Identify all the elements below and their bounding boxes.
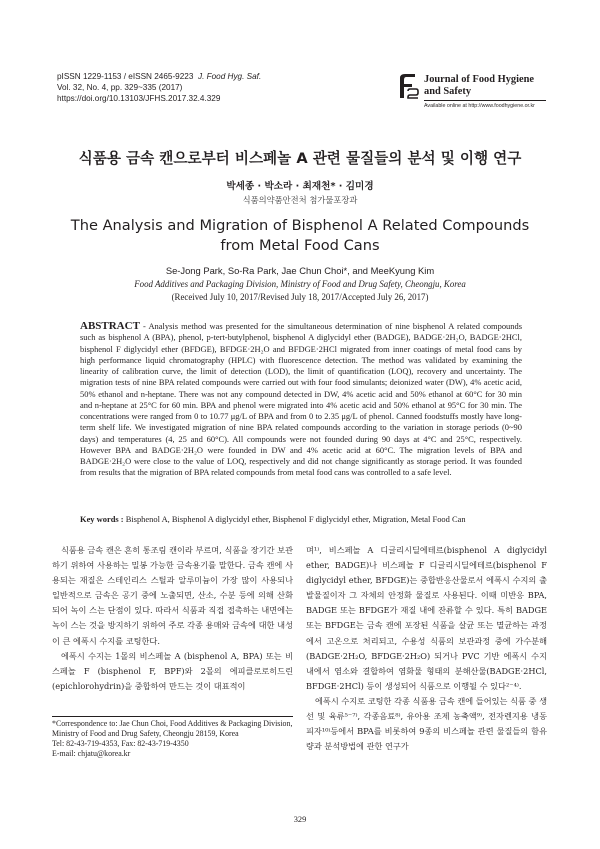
journal-header <box>57 71 261 105</box>
footnote-divider <box>52 716 293 717</box>
footnote-phone: Tel: 82-43-719-4353, Fax: 82-43-719-4350 <box>52 738 189 748</box>
english-title: The Analysis and Migration of Bisphenol A Related Compounds from Metal Food Cans <box>70 217 530 254</box>
keywords <box>80 514 522 525</box>
abstract-text: - Analysis method was presented for the simultaneous determination of nine bisphenol A related compounds such as bisphenol A (BPA), phenol, p-tert-butylphenol, bisphenol A diglycidyl ether (BADGE), BADGE·2H₂O, BADGE·2HCl, bisphenol F diglycidyl ether (BFDGE), BFDGE·2H₂O and BFDGE·2HCl migrated from inner coatings of metal food cans by high performance liquid chromatography (HPLC) with fluorescence detection. The method was validated by examining the linearity of calibration curve, the limit of detection (LOD), the limit of quantification (LOQ), recovery and uncertainty. The migration tests of nine BPA related compounds were carried out with four food simulants; deionized water (DW), 4% acetic acid, 50% ethanol and n-heptane. There was not any compound detected in DW, 4% acetic acid and 50% ethanol at 60°C for 30 min and n-heptane at 25°C for 60 min. BPA and phenol were migrated into 4% acetic acid and 50% ethanol at 95°C for 30 min. The concentrations were ranged from 0 to 10.77 μg/L of BPA and from 0 to 2.35 μg/L of phenol. Canned foodstuffs mostly have long-term shelf life. We investigated migration of nine BPA related compounds according to the variation in storage periods (0~90 days) and temperatures (4, 25 and 60°C). All compounds were not founded during 90 days at 4°C and 25°C, respectively. However BPA and BADGE·2H₂O were founded in DW and 4% acetic acid at 60°C. The migration levels of BPA and BADGE·2H₂O were close to the value of LOQ, respectively and did not change significantly as storage period. It was founded from results that the migration of BPA related compounds from metal food cans was controlled to a safe level. <box>80 321 522 478</box>
abstract-label: ABSTRACT <box>80 320 140 332</box>
body-paragraph: 식품용 금속 캔은 흔히 통조림 캔이라 부르며, 식품을 장기간 보관하기 위하여 사용하는 밀봉 가능한 금속용기를 말한다. 금속 캔에 사용되는 재질은 스테인리스 스틸과 알루미늄이 가장 많이 사용되나 일반적으로 금속은 공기 중에 노출되면, 산소, 수분 등에 의해 산화되어 녹이 스는 단점이 있다. 따라서 식품과 직접 접촉하는 내면에는 녹이 스는 것을 방지하기 위하여 주로 각종 용매와 금속에 대한 내성이 큰 에폭시 수지를 코팅한다. <box>52 545 293 646</box>
issn-line: pISSN 1229-1153 / eISSN 2465-9223 <box>57 72 194 81</box>
english-affiliation: Food Additives and Packaging Division, Ministry of Food and Drug Safety, Cheongju, Korea <box>134 279 466 289</box>
journal-logo-icon <box>397 72 419 100</box>
footnote-correspondence: *Correspondence to: Jae Chun Choi, Food Additives & Packaging Division, Ministry of Food and Drug Safety, Cheongju 28159, Korea <box>52 719 293 738</box>
english-authors: Se-Jong Park, So-Ra Park, Jae Chun Choi*, and MeeKyung Kim <box>165 265 435 276</box>
body-column-right <box>306 543 547 754</box>
doi-link[interactable]: https://doi.org/10.13103/JFHS.2017.32.4.329 <box>57 94 221 104</box>
body-paragraph: 에폭시 수지로 코팅한 각종 식품용 금속 캔에 들어있는 식품 중 생선 및 육류⁵⁻⁷⁾, 각종음료⁸⁾, 유아용 조제 농축액⁹⁾, 전자렌지용 냉동피자¹⁰⁾등에서 BPA를 비롯하여 9종의 비스페놀 관련 물질들의 함유량과 분석방법에 관한 연구가 <box>306 695 547 752</box>
korean-affiliation: 식품의약품안전처 첨가물포장과 <box>242 195 358 205</box>
keywords-text: Bisphenol A, Bisphenol A diglycidyl ether, Bisphenol F diglycidyl ether, Migration, Metal Food Can <box>123 514 466 524</box>
keywords-label: Key words : <box>80 514 124 524</box>
body-column-left <box>52 543 293 694</box>
abstract <box>80 321 522 479</box>
volume-line: Vol. 32, No. 4, pp. 329~335 (2017) <box>57 83 183 93</box>
journal-abbr: J. Food Hyg. Saf. <box>197 72 262 81</box>
korean-authors: 박세종 · 박소라 · 최재천* · 김미경 <box>226 181 374 192</box>
body-paragraph: 에폭시 수지는 1몰의 비스페놀 A (bisphenol A, BPA) 또는 비스페놀 F (bisphenol F, BPF)와 2몰의 에피클로로히드린(epichlorohydrin)을 중합하여 만드는 것이 대표적이 <box>52 650 293 691</box>
body-paragraph: 며¹⁾, 비스페놀 A 디글리시딜에테르(bisphenol A diglycidyl ether, BADGE)나 비스페놀 F 디글리시딜에테르(bisphenol F diglycidyl ether, BFDGE)는 중합반응산물로서 에폭시 수지의 출발물질이자 그 자체의 안정화 물질로 사용된다. 이때 미반응 BPA, BADGE 또는 BFDGE가 재질 내에 잔류할 수 있다. 특히 BADGE 또는 BFDGE는 금속 캔에 포장된 식품을 살균 또는 멸균하는 과정에서 고온으로 처리되고, 수용성 식품의 보관과정 중에 가수분해(BADGE·2H₂O, BFDGE·2H₂O) 되거나 PVC 기반 에폭시 수지 내에서 염소와 결합하여 염화물 형태의 분해산물(BADGE·2HCl, BFDGE·2HCl) 등이 생성되어 식품으로 이행될 수 있다²⁻⁴⁾. <box>306 545 547 691</box>
journal-logo <box>397 70 547 116</box>
correspondence-footnote <box>52 719 293 759</box>
logo-divider <box>424 100 546 101</box>
footnote-email[interactable]: E-mail: chjatu@korea.kr <box>52 748 131 758</box>
logo-subtitle: Available online at http://www.foodhygiene.or.kr <box>424 103 535 109</box>
received-dates: (Received July 10, 2017/Revised July 18, 2017/Accepted July 26, 2017) <box>171 292 429 302</box>
page-number: 329 <box>293 815 307 824</box>
logo-title: Journal of Food Hygiene and Safety <box>424 74 534 97</box>
korean-title: 식품용 금속 캔으로부터 비스페놀 A 관련 물질들의 분석 및 이행 연구 <box>78 150 522 167</box>
